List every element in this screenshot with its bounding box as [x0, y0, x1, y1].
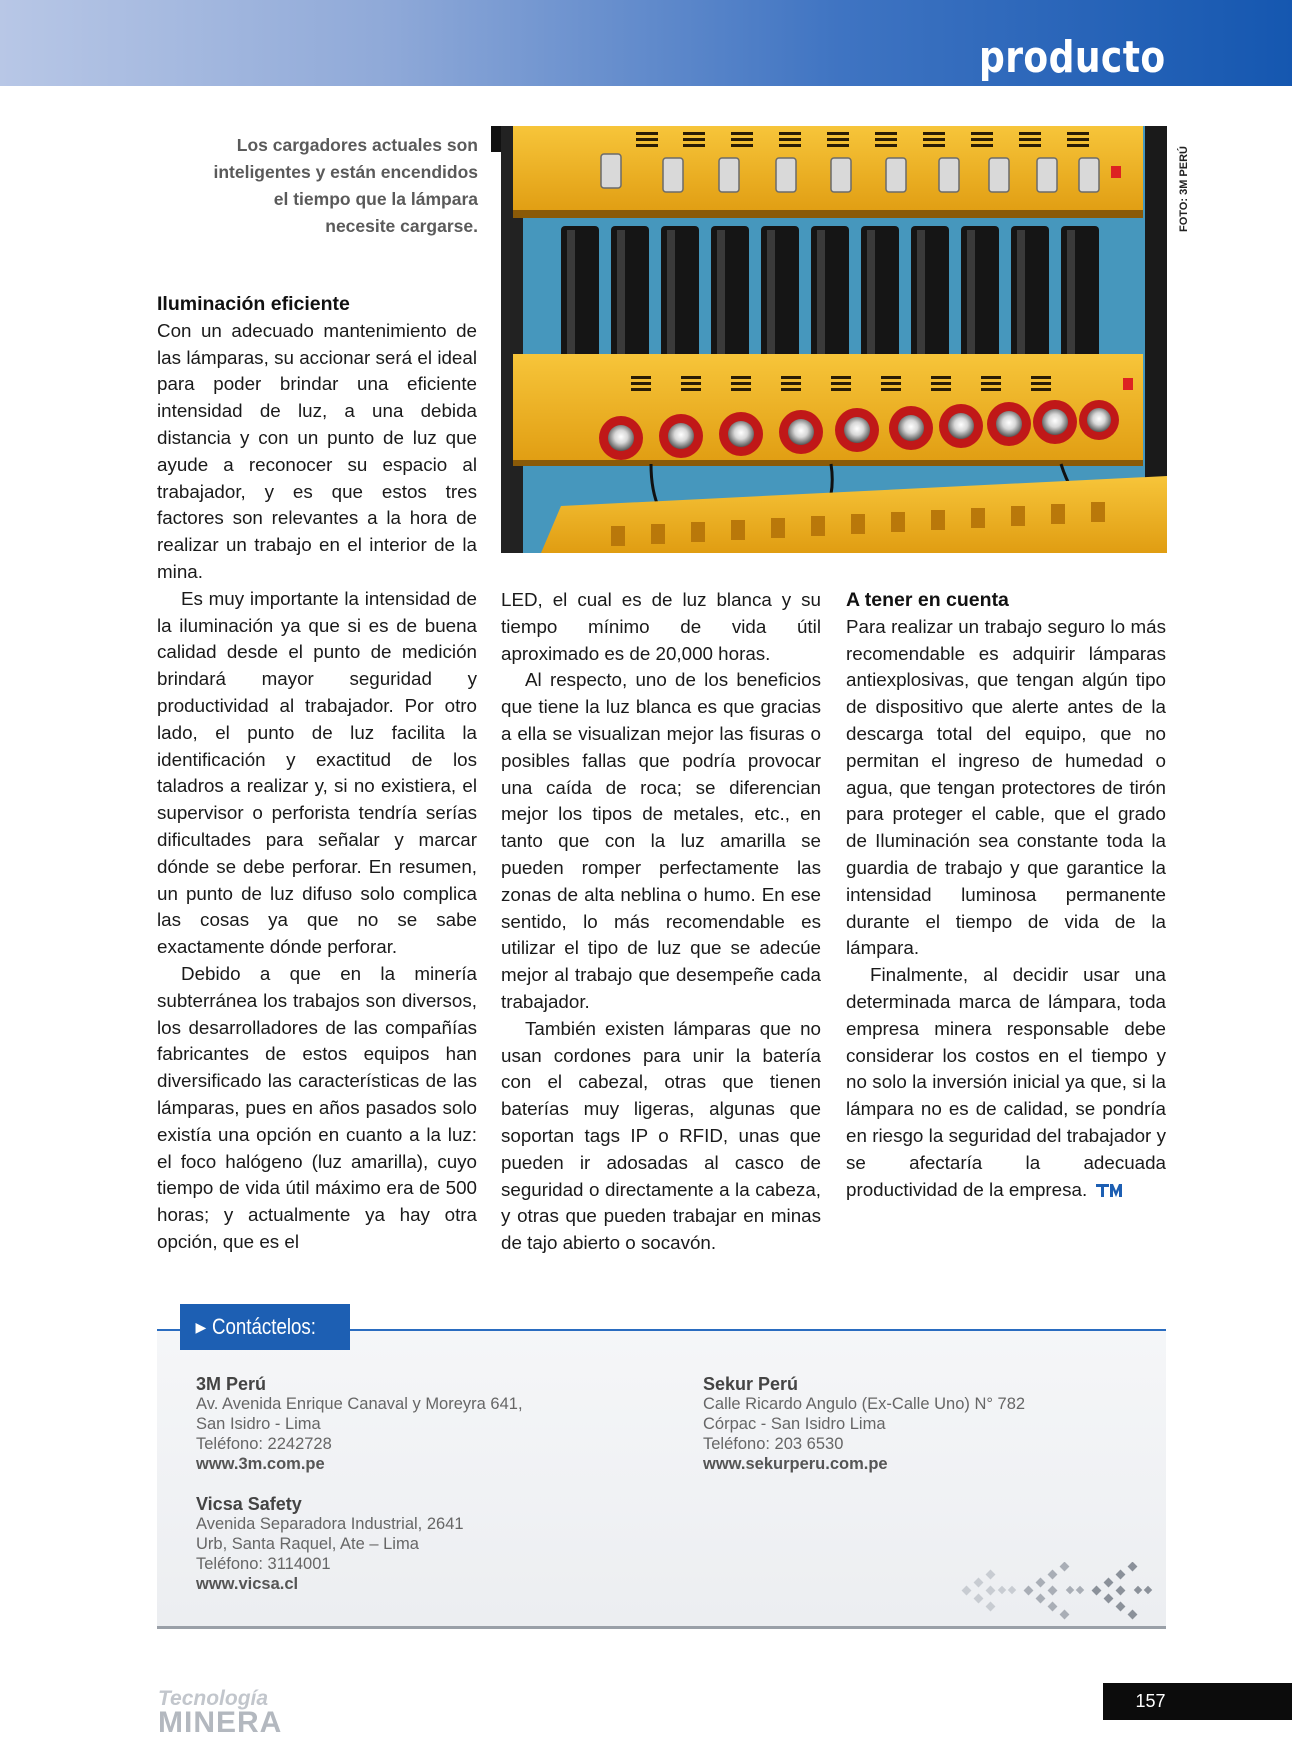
- contact-title: Contáctelos:: [212, 1314, 317, 1339]
- paragraph: Con un adecuado mantenimiento de las lámparas, su accionar será el ideal para poder brindar una eficiente intensidad de luz, a una debida distancia y con un punto de luz que ayude a reconocer su espacio al trabajador, y es que estos tres factores son relevantes a la hora de realizar un trabajo en el interior de la mina.: [157, 319, 477, 582]
- charging-rack-photo: [501, 126, 1167, 553]
- company-name: Vicsa Safety: [196, 1494, 302, 1514]
- arrow-right-icon: ▶: [195, 1318, 207, 1335]
- contact-tab: [180, 1304, 350, 1350]
- section-heading: Iluminación eficiente: [157, 293, 350, 315]
- paragraph: Para realizar un trabajo seguro lo más recomendable es adquirir lámparas antiexplosivas, que tengan algún tipo de dispositivo que alerte antes de la descarga total del equipo, que no permitan el ingreso de humedad o agua, que tengan protectores de tirón para proteger el cable, que el grado de Iluminación sea constante toda la guardia de trabajo y que garantice la intensidad luminosa permanente durante el tiempo de vida de la lámpara.: [846, 615, 1166, 959]
- company-name: Sekur Perú: [703, 1374, 799, 1394]
- decorative-diamonds-icon: [955, 1562, 1160, 1622]
- paragraph: Es muy importante la intensidad de la iluminación ya que si es de buena calidad desde el punto de medición brindará mayor seguridad y productividad al trabajador. Por otro lado, el punto de luz facilita la identificación y exactitud de los taladros a realizar y, si no existiera, el supervisor o perforista tendría serías dificultades para señalar y marcar dónde se debe perforar. En resumen, un punto de luz difuso solo complica las cosas ya que no se sabe exactamente dónde perforar.: [157, 587, 477, 958]
- phone-line: Teléfono: 3114001: [196, 1555, 331, 1573]
- paragraph-text: Finalmente, al decidir usar una determinada marca de lámpara, toda empresa minera responsable debe considerar los costos en el tiempo y no solo la inversión inicial ya que, si la lámpara no es de calidad, se pondría en riesgo la seguridad del trabajador y se afectaría la adecuada productividad de la empresa.: [846, 964, 1166, 1200]
- photo-credit: [1178, 126, 1192, 236]
- website-link[interactable]: www.3m.com.pe: [196, 1455, 325, 1473]
- contact-card: [196, 1374, 523, 1474]
- address-line: Av. Avenida Enrique Canaval y Moreyra 641,: [196, 1395, 523, 1413]
- brand-bottom: MINERA: [158, 1706, 283, 1735]
- phone-line: Teléfono: 2242728: [196, 1435, 332, 1453]
- paragraph: LED, el cual es de luz blanca y su tiempo mínimo de vida útil aproximado es de 20,000 horas.: [501, 589, 821, 664]
- end-of-article-icon: [1095, 1182, 1123, 1198]
- address-line: Córpac - San Isidro Lima: [703, 1415, 886, 1433]
- paragraph: También existen lámparas que no usan cordones para unir la batería con el cabezal, otras que tienen baterías muy ligeras, algunas que soportan tags IP o RFID, unas que pueden ir adosadas al casco de seguridad o directamente a la cabeza, y otras que pueden trabajar en minas de tajo abierto o socavón.: [501, 1017, 821, 1254]
- contact-card: [703, 1374, 1025, 1474]
- caption-marker: [491, 126, 501, 152]
- address-line: Urb, Santa Raquel, Ate – Lima: [196, 1535, 419, 1553]
- phone-line: Teléfono: 203 6530: [703, 1435, 844, 1453]
- photo-credit-text: FOTO: 3M PERÚ: [1178, 146, 1190, 232]
- company-name: 3M Perú: [196, 1374, 267, 1394]
- brand-top: Tecnología: [158, 1687, 269, 1710]
- column-1: [157, 291, 477, 1256]
- photo-caption: Los cargadores actuales son inteligentes y están encendidos el tiempo que la lámpara necesite cargarse.: [213, 135, 478, 236]
- contact-card: [196, 1494, 464, 1594]
- section-heading: A tener en cuenta: [846, 589, 1009, 611]
- column-2: [501, 587, 821, 1257]
- address-line: Avenida Separadora Industrial, 2641: [196, 1515, 464, 1533]
- cap-lamp-charging-rack-icon: [501, 126, 1167, 553]
- magazine-logo: [158, 1681, 328, 1735]
- page-number: 157: [1135, 1691, 1166, 1711]
- website-link[interactable]: www.sekurperu.com.pe: [703, 1455, 888, 1473]
- address-line: Calle Ricardo Angulo (Ex-Calle Uno) N° 782: [703, 1395, 1026, 1413]
- paragraph: Al respecto, uno de los beneficios que tiene la luz blanca es que gracias a ella se visualizan mejor las fisuras o posibles fallas que podría provocar una caída de roca; se diferencian mejor los tipos de metales, etc., en tanto que con la luz amarilla se pueden romper perfectamente las zonas de alta neblina o humo. En ese sentido, lo más recomendable es utilizar el tipo de luz que se adecúe mejor al trabajo que desempeñe cada trabajador.: [501, 669, 821, 1012]
- paragraph: [846, 962, 1166, 1203]
- paragraph: Debido a que en la minería subterránea los trabajos son diversos, los desarrolladores de las compañías fabricantes de estos equipos han diversificado las características de las lámparas, pues en años pasados solo existía una opción en cuanto a la luz: el foco halógeno (luz amarilla), cuyo tiempo de vida útil máximo era de 500 horas; y actualmente ya hay otra opción, que es el: [157, 962, 477, 1252]
- section-label: producto: [979, 32, 1166, 83]
- website-link[interactable]: www.vicsa.cl: [196, 1575, 299, 1593]
- column-3: [846, 587, 1166, 1203]
- address-line: San Isidro - Lima: [196, 1415, 321, 1433]
